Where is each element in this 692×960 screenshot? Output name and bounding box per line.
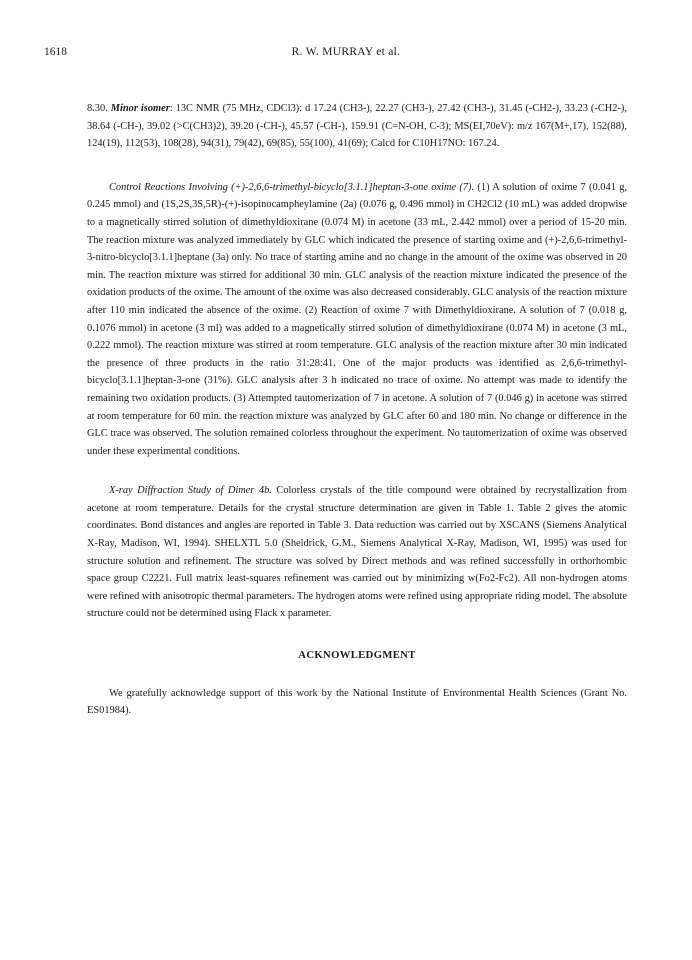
control-reactions-paragraph	[87, 179, 627, 461]
control-reactions-title: Control Reactions Involving (+)-2,6,6-trimethyl-bicyclo[3.1.1]heptan-3-one oxime (7).	[109, 181, 475, 193]
minor-isomer-paragraph	[87, 100, 627, 153]
minor-isomer-label: Minor isomer	[110, 103, 170, 114]
xray-text: Colorless crystals of the title compound were obtained by recrystallization from acetone at room temperature. Details for the crystal structure determination are given in Table 1. Table 2 gives the atomic coordinates. Bond distances and angles are reported in Table 3. Data reduction was carried out by XSCANS (Siemens Analytical X-Ray, Madison, WI, 1994). SHELXTL 5.0 (Sheldrick, G.M., Siemens Analytical X-Ray, Madison, WI, 1995) was used for structure solution and refinement. The structure was solved by Direct methods and was refined successfully in orthorhombic space group C2221. Full matrix least-squares refinement was carried out by minimizing w(Fo2-Fc2). All non-hydrogen atoms were refined with anisotropic thermal parameters. The hydrogen atoms were refined using appropriate riding model. The absolute structure could not be determined using Flack x parameter.	[87, 485, 627, 620]
xray-paragraph	[87, 482, 627, 623]
acknowledgment-heading: ACKNOWLEDGMENT	[298, 650, 416, 662]
minor-isomer-lead: 8.30.	[87, 103, 111, 114]
control-reactions-text: (1) A solution of oxime 7 (0.041 g, 0.245 mmol) and (1S,2S,3S,5R)-(+)-isopinocampheylamine (2a) (0.076 g, 0.496 mmol) in CH2Cl2 (10 mL) was added dropwise to a magnetically stirred solution of dimethyldioxirane (0.074 M) in acetone (33 mL, 2.442 mmol) over a period of 15-20 min. The reaction mixture was analyzed immediately by GLC which indicated the presence of starting oxime and (+)-2,6,6-trimethyl-3-nitro-bicyclo[3.1.1]heptane (3a) only. No trace of starting amine and no change in the amount of the oxime was observed in 20 min. The reaction mixture was stirred for additional 30 min. GLC analysis of the reaction mixture indicated the presence of the oxidation products of the oxime. The amount of the oxime was also decreased considerably. GLC analysis of the reaction mixture after 110 min indicated the absence of the oxime. (2) Reaction of oxime 7 with Dimethyldioxirane. A solution of 7 (0.018 g, 0.1076 mmol) in acetone (3 ml) was added to a magnetically stirred solution of dimethyldioxirane (0.074 M) in acetone (3 mL, 0.222 mmol). The reaction mixture was stirred at room temperature. GLC analysis of the reaction mixture after 30 min indicated the presence of three products in the ratio 31:28:41. One of the major products was identified as 2,6,6-trimethyl-bicyclo[3.1.1]heptan-3-one (31%). GLC analysis after 3 h indicated no trace of oxime. No attempt was made to identify the remaining two oxidation products. (3) Attempted tautomerization of 7 in acetone. A solution of 7 (0.046 g) in acetone was stirred at room temperature for 60 min. the reaction mixture was analyzed by GLC after 60 and 180 min. No change or difference in the GLC trace was observed. The solution remained colorless throughout the experiment. No tautomerization of oxime was observed under these experimental conditions.	[87, 181, 627, 457]
page-header	[44, 46, 648, 62]
page-number: 1618	[44, 46, 67, 58]
running-head: R. W. MURRAY et al.	[291, 46, 401, 58]
acknowledgment-text: We gratefully acknowledge support of this work by the National Institute of Environmental Health Sciences (Grant No. ES01984).	[87, 687, 627, 717]
article-body	[87, 100, 627, 720]
xray-title: X-ray Diffraction Study of Dimer 4b.	[109, 485, 272, 497]
minor-isomer-text: : 13C NMR (75 MHz, CDCl3): d 17.24 (CH3-), 22.27 (CH3-), 27.42 (CH3-), 31.45 (-CH2-), 33.23 (-CH2-), 38.64 (-CH-), 39.02 (>C(CH3)2), 39.20 (-CH-), 45.57 (-CH-), 159.91 (C=N-OH, C-3); MS(EI,70eV): m/z 167(M+,17), 152(88), 124(19), 112(53), 108(28), 94(31), 79(42), 69(85), 55(100), 41(69); Calcd for C10H17NO: 167.24.	[87, 103, 627, 150]
